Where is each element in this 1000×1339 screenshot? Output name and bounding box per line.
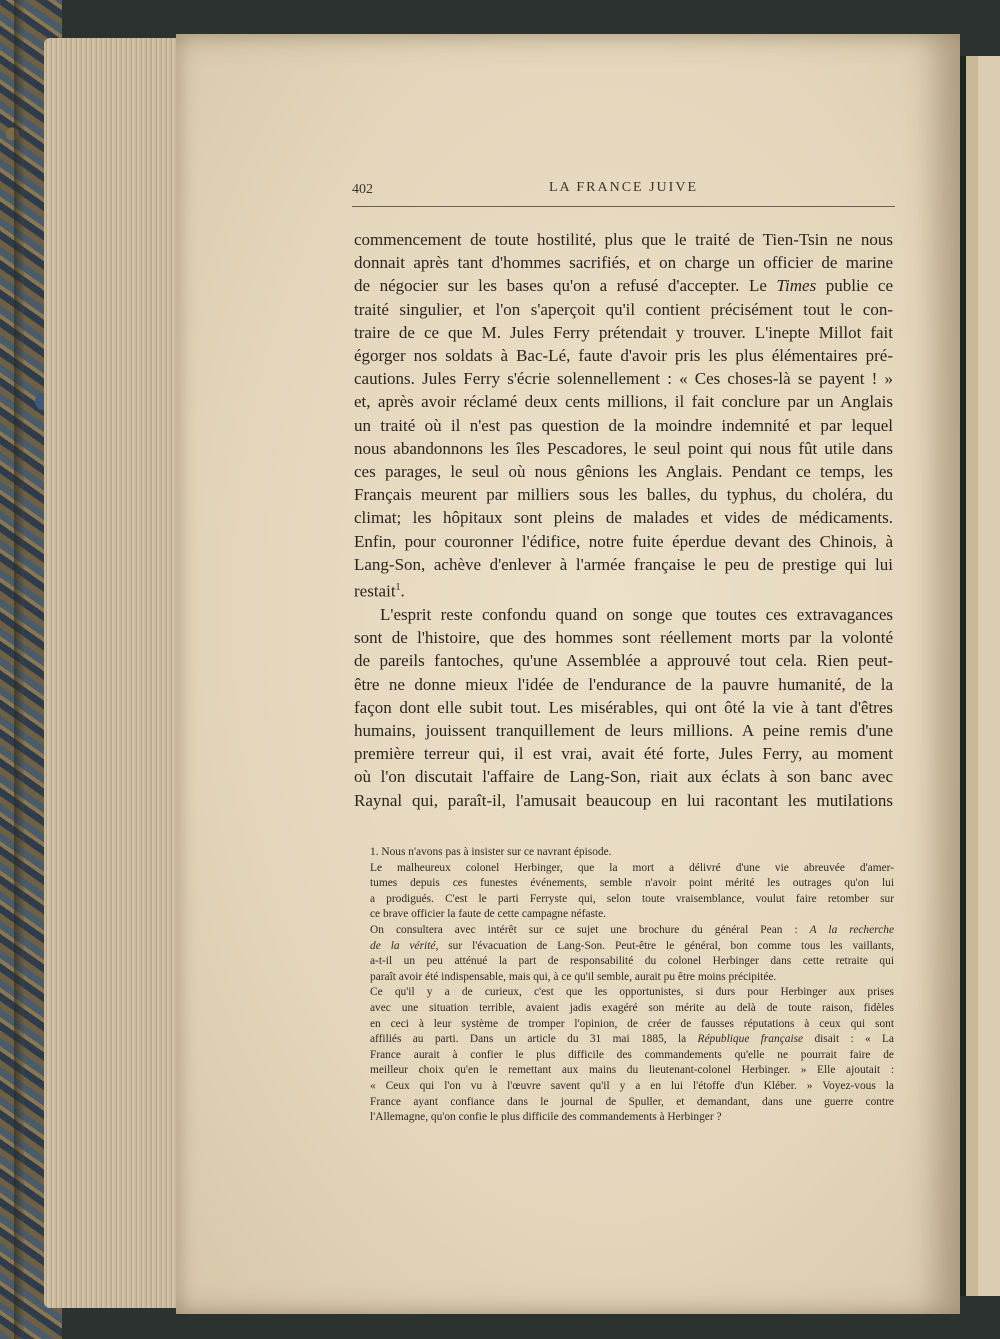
text-line bbox=[354, 576, 893, 603]
footnote-line bbox=[348, 923, 894, 939]
footnote-para-2 bbox=[348, 861, 894, 923]
footnote-line: France aurait à confier le plus difficile des commandements qu'elle ne pourrait faire de bbox=[370, 1048, 894, 1061]
running-head bbox=[352, 180, 895, 207]
footnote-marker: 1 bbox=[395, 582, 401, 594]
body-text bbox=[354, 228, 893, 812]
footnote-line: meilleur choix qu'en le remettant aux mains du lieutenant-colonel Herbinger. » Elle ajoutait : bbox=[370, 1064, 894, 1077]
paragraph-2 bbox=[354, 603, 893, 812]
text-line: égorger nos soldats à Bac-Lé, faute d'avoir pris les plus élémentaires pré- bbox=[354, 346, 893, 366]
page-number: 402 bbox=[352, 182, 373, 197]
footnote-para-3 bbox=[348, 923, 894, 985]
text-line: L'esprit reste confondu quand on songe que toutes ces extravagances bbox=[380, 604, 893, 624]
text-line: traire de ce que M. Jules Ferry prétendait y trouver. L'inepte Millot fait bbox=[354, 322, 893, 342]
footnotes bbox=[348, 845, 894, 1126]
text-segment: On consultera avec intérêt sur ce sujet une brochure du général Pean : bbox=[370, 923, 810, 936]
footnote-line: a-t-il un peu atténué la part de responsabilité du colonel Herbinger dans cette retraite qui bbox=[370, 955, 894, 968]
text-line: Lang-Son, achève d'enlever à l'armée française le peu de prestige qui lui bbox=[354, 554, 893, 574]
text-line: Français meurent par milliers sous les balles, du typhus, du choléra, du bbox=[354, 485, 893, 505]
footnote-line: ce brave officier la faute de cette campagne néfaste. bbox=[370, 908, 606, 921]
page-title: LA FRANCE JUIVE bbox=[548, 180, 698, 195]
text-line: cautions. Jules Ferry s'écrie solennellement : « Ces choses-là se payent ! » bbox=[354, 369, 893, 389]
footnote-line: en ceci à leur système de tromper l'opinion, de créer de fausses réputations à ceux qui sont bbox=[370, 1017, 894, 1030]
footnote-1 bbox=[348, 845, 894, 861]
footnote-line: « Ceux qui l'on vu à l'œuvre savent qu'il y a en lui l'étoffe d'un Kléber. » Voyez-vous la bbox=[370, 1079, 894, 1092]
text-line: première terreur qui, il est vrai, avait été forte, Jules Ferry, au moment bbox=[354, 744, 893, 764]
footnote-para-4 bbox=[348, 985, 894, 1125]
text-line: façon dont elle subit tout. Les misérables, qui ont ôté la vie à tant d'êtres bbox=[354, 697, 893, 717]
text-segment: publie ce bbox=[816, 276, 893, 296]
text-line: Raynal qui, paraît-il, l'amusait beaucoup en lui racontant les mutilations bbox=[354, 790, 893, 810]
text-line: et, après avoir réclamé deux cents millions, il fait conclure par un Anglais bbox=[354, 392, 893, 412]
italic-title: A la recherche bbox=[809, 923, 895, 936]
adjacent-book-edge bbox=[960, 56, 1000, 1296]
footnote-line: avec une situation terrible, avaient jadis exagéré son mérite au delà de toute raison, fidèles bbox=[370, 1001, 894, 1014]
footnote-line: Ce qu'il y a de curieux, c'est que les opportunistes, si durs pour Herbinger aux prises bbox=[370, 986, 894, 999]
text-segment: , sur l'évacuation de Lang-Son. Peut-être le général, bon comme tous les vaillants, bbox=[435, 939, 894, 952]
footnote-line: 1. Nous n'avons pas à insister sur ce navrant épisode. bbox=[370, 846, 612, 858]
text-line: nous abandonnons les îles Pescadores, le seul point qui nous fût utile dans bbox=[354, 438, 893, 458]
italic-title: République française bbox=[697, 1033, 804, 1046]
italic-title: Times bbox=[776, 276, 817, 296]
footnote-line: paraît avoir été indispensable, mais qui, à ce qu'il semble, aurait pu être moins précipitée. bbox=[370, 970, 777, 983]
text-line: ces parages, le seul où nous gênions les Anglais. Pendant ce temps, les bbox=[354, 462, 893, 482]
footnote-line: a prodigués. C'est le parti Ferryste qui, selon toute vraisemblance, voulut faire retomber sur bbox=[370, 892, 894, 905]
text-line: de pareils fantoches, qu'une Assemblée a approuvé tout cela. Rien peut- bbox=[354, 651, 893, 671]
text-line: traité singulier, et l'on s'aperçoit qu'il contient précisément tout le con- bbox=[354, 299, 893, 319]
text-line: être ne donne mieux l'idée de l'endurance de la pauvre humanité, de la bbox=[354, 674, 893, 694]
text-segment: affiliés au parti. Dans un article du 31 mai 1885, la bbox=[370, 1033, 698, 1046]
footnote-line bbox=[348, 1032, 894, 1048]
text-segment: disait : « La bbox=[803, 1033, 894, 1046]
text-line: donnait après tant d'hommes sacrifiés, et on charge un officier de marine bbox=[354, 253, 893, 273]
paragraph-1 bbox=[354, 228, 893, 603]
text-line: sont de l'histoire, que des hommes sont réellement morts par la volonté bbox=[354, 628, 893, 648]
text-line: climat; les hôpitaux sont pleins de malades et vides de médicaments. bbox=[354, 508, 893, 528]
text-line: où l'on discutait l'affaire de Lang-Son, riait aux éclats à son banc avec bbox=[354, 767, 893, 787]
footnote-line: l'Allemagne, qu'on confie le plus difficile des commandements à Herbinger ? bbox=[370, 1111, 722, 1124]
footnote-line: tumes depuis ces funestes événements, semble n'avoir point mérité les outrages qu'on lui bbox=[370, 877, 894, 890]
page-stack-edges bbox=[44, 38, 184, 1308]
footnote-line: France ayant confiance dans le journal de Spuller, et demandant, dans une guerre contre bbox=[370, 1095, 894, 1108]
text-segment: . bbox=[400, 581, 405, 601]
text-line: humains, jouissent tranquillement de leurs millions. A peine remis d'une bbox=[354, 720, 893, 740]
text-line bbox=[354, 274, 893, 297]
text-segment: de négocier sur les bases qu'on a refusé d'accepter. Le bbox=[354, 276, 777, 296]
footnote-line bbox=[348, 939, 894, 955]
footnote-line: Le malheureux colonel Herbinger, que la mort a délivré d'une vie abreuvée d'amer- bbox=[370, 861, 894, 874]
text-line: commencement de toute hostilité, plus que le traité de Tien-Tsin ne nous bbox=[354, 230, 893, 249]
text-line: un traité où il n'est pas question de la moindre indemnité et par lequel bbox=[354, 415, 893, 435]
text-line: Enfin, pour couronner l'édifice, notre fuite éperdue devant des Chinois, à bbox=[354, 531, 893, 551]
italic-title: de la vérité bbox=[370, 939, 436, 952]
text-segment: restait bbox=[354, 581, 396, 601]
